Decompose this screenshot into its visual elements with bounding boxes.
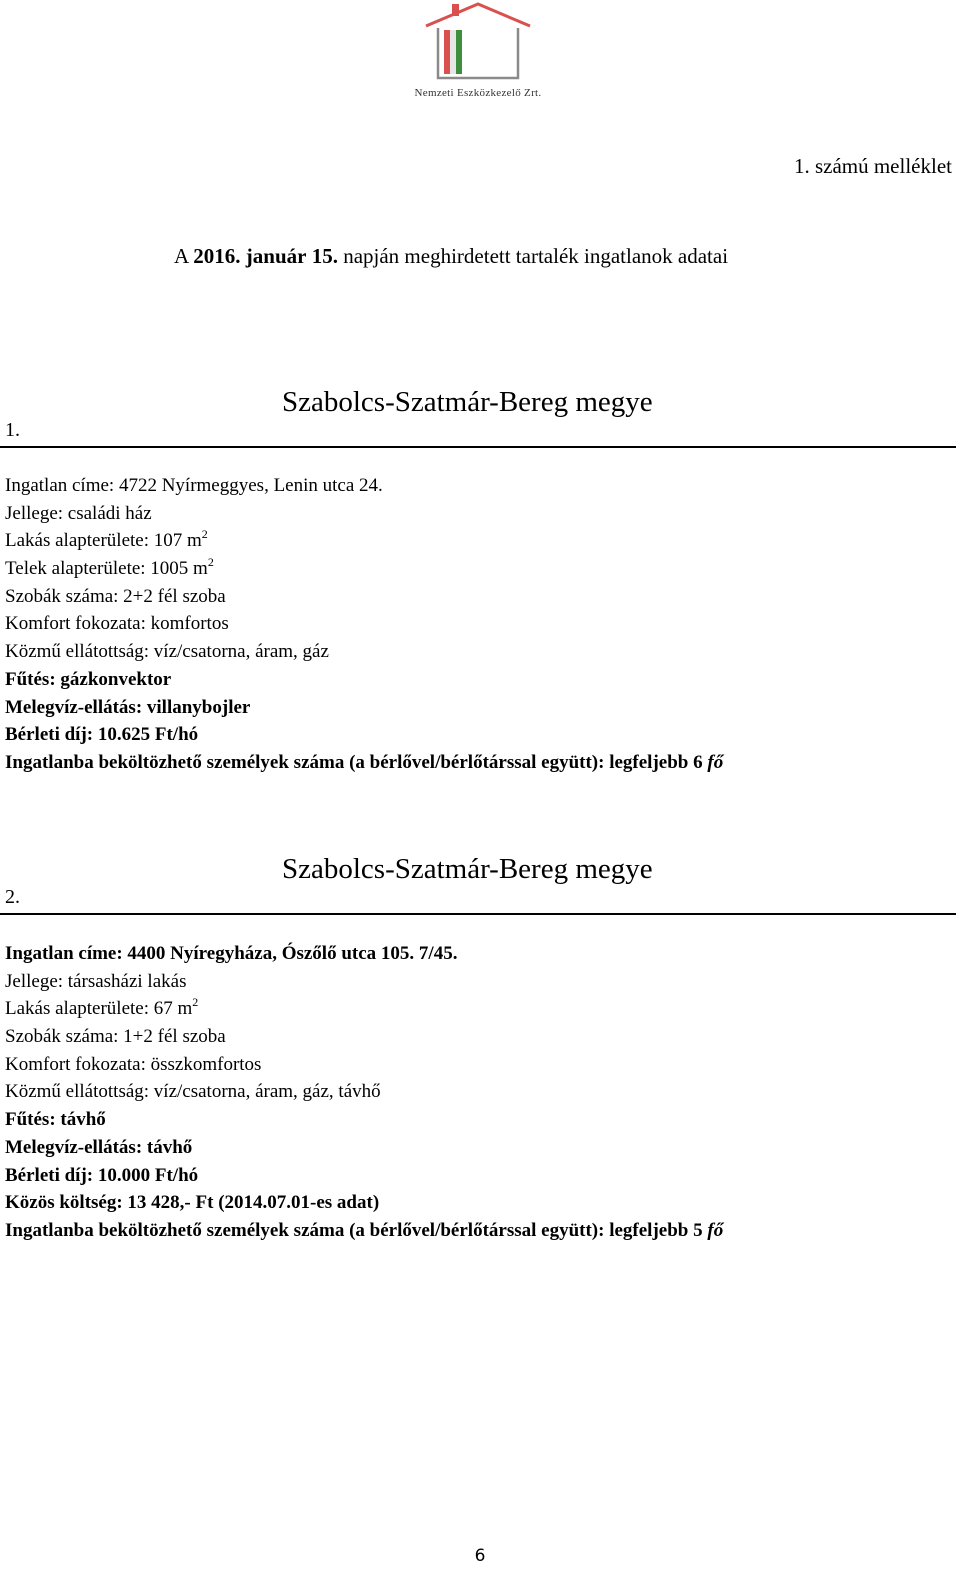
- property-hot-water: Melegvíz-ellátás: villanybojler: [5, 696, 251, 718]
- property-comfort: Komfort fokozata: összkomfortos: [5, 1053, 262, 1075]
- property-occupants: Ingatlanba beköltözhető személyek száma (a bérlővel/bérlőtárssal együtt): legfeljebb 6 fő: [5, 751, 724, 773]
- property-floor-area: Lakás alapterülete: 107 $m^2$: [5, 527, 208, 552]
- property-rent: Bérleti díj: 10.000 Ft/hó: [5, 1164, 199, 1186]
- property-address: Ingatlan címe: 4400 Nyíregyháza, Ószőlő utca 105. 7/45.: [5, 943, 458, 964]
- company-logo: [398, 0, 558, 110]
- announcement-line: [174, 244, 728, 269]
- property-hot-water: Melegvíz-ellátás: távhő: [5, 1136, 193, 1158]
- property-1-header: [0, 386, 956, 448]
- property-rooms: Szobák száma: 2+2 fél szoba: [5, 585, 226, 607]
- logo-text: Nemzeti Eszközkezelő Zrt.: [414, 87, 542, 99]
- annex-label: 1. számú melléklet: [793, 154, 952, 178]
- property-occupants: Ingatlanba beköltözhető személyek száma (a bérlővel/bérlőtárssal együtt): legfeljebb 5 fő: [5, 1219, 724, 1241]
- property-heating: Fűtés: gázkonvektor: [5, 668, 172, 690]
- announcement-date-year: 2016.: [193, 244, 241, 268]
- house-logo-icon: [422, 0, 534, 84]
- property-number: 2.: [5, 886, 20, 908]
- property-heating: Fűtés: távhő: [5, 1109, 106, 1131]
- property-2-details: [5, 940, 723, 1245]
- property-utilities: Közmű ellátottság: víz/csatorna, áram, gáz, távhő: [5, 1081, 381, 1103]
- announcement-suffix: napján meghirdetett tartalék ingatlanok adatai: [343, 244, 729, 268]
- property-common-cost: Közös költség: 13 428,- Ft (2014.07.01-es adat): [5, 1192, 380, 1214]
- property-plot-area: Telek alapterülete: 1005 $m^2$: [5, 555, 214, 580]
- property-address: Ingatlan címe: 4722 Nyírmeggyes, Lenin utca 24.: [5, 475, 383, 496]
- property-comfort: Komfort fokozata: komfortos: [5, 613, 229, 635]
- announcement-date-month: január: [245, 244, 307, 268]
- county-title: Szabolcs-Szatmár-Bereg megye: [282, 386, 653, 418]
- property-type: Jellege: társasházi lakás: [5, 970, 187, 992]
- county-title: Szabolcs-Szatmár-Bereg megye: [282, 853, 653, 885]
- property-rent: Bérleti díj: 10.625 Ft/hó: [5, 724, 199, 746]
- property-rooms: Szobák száma: 1+2 fél szoba: [5, 1026, 226, 1048]
- property-utilities: Közmű ellátottság: víz/csatorna, áram, gáz: [5, 641, 329, 663]
- property-number: 1.: [5, 419, 20, 441]
- property-2-header: [0, 853, 956, 915]
- property-1-details: [5, 472, 723, 777]
- property-type: Jellege: családi ház: [5, 502, 152, 524]
- announcement-prefix: A: [174, 244, 189, 268]
- property-floor-area: Lakás alapterülete: 67 $m^2$: [5, 995, 199, 1020]
- page-number: 6: [474, 1546, 486, 1566]
- announcement-date-day: 15.: [311, 244, 338, 268]
